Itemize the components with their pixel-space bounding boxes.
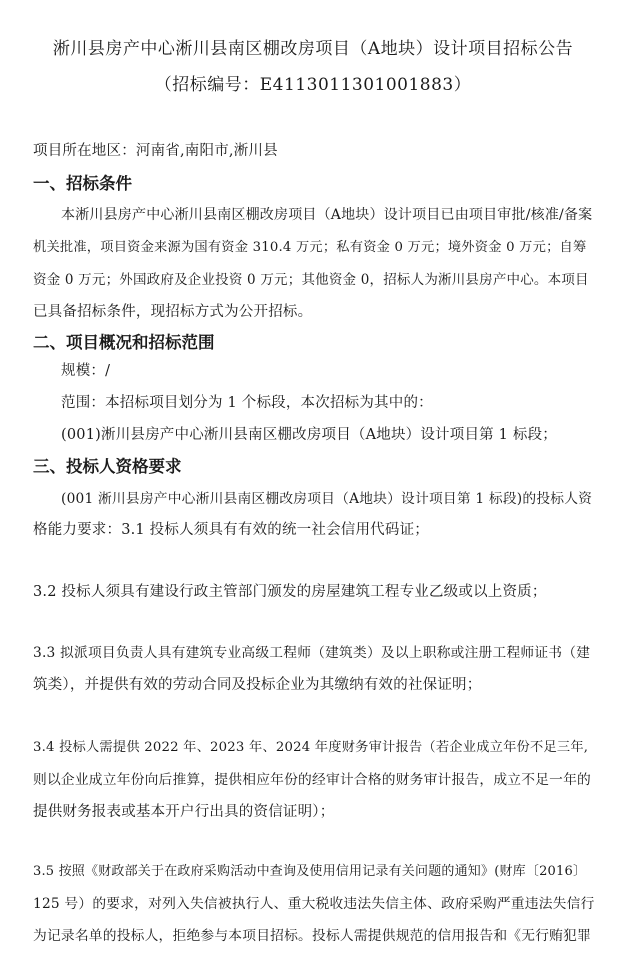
section1-line: 已具备招标条件，现招标方式为公开招标。 (33, 304, 313, 320)
document-title: 淅川县房产中心淅川县南区棚改房项目（A地块）设计项目招标公告 (52, 39, 574, 59)
requirement-3-3-line: 筑类），并提供有效的劳动合同及投标企业为其缴纳有效的社保证明； (33, 677, 482, 693)
section2-scope: 范围：本招标项目划分为 1 个标段，本次招标为其中的： (61, 395, 433, 411)
section1-heading: 一、招标条件 (33, 174, 132, 193)
requirement-3-4-line: 3.4 投标人需提供 2022 年、2023 年、2024 年度财务审计报告（若企业成立年份不足三年, (33, 740, 589, 755)
tender-number: （招标编号：E4113011301001883） (154, 75, 472, 95)
requirement-3-5-line: 为记录名单的投标人，拒绝参与本项目招标。投标人需提供规范的信用报告和《无行贿犯罪 (33, 928, 592, 944)
section1-line: 资金 0 万元；外国政府及企业投资 0 万元；其他资金 0，招标人为淅川县房产中心。本项目 (33, 272, 589, 288)
requirement-3-2: 3.2 投标人须具有建设行政主管部门颁发的房屋建筑工程专业乙级或以上资质； (33, 584, 547, 600)
project-region: 项目所在地区：河南省,南阳市,淅川县 (33, 143, 278, 159)
section2-heading: 二、项目概况和招标范围 (33, 333, 215, 352)
section3-intro-line: 格能力要求：3.1 投标人须具有有效的统一社会信用代码证； (33, 522, 429, 538)
requirement-3-4-line: 则以企业成立年份向后推算，提供相应年份的经审计合格的财务审计报告，成立不足一年的 (33, 772, 592, 788)
requirement-3-5-line: 3.5 按照《财政部关于在政府采购活动中查询及使用信用记录有关问题的通知》(财库〔2016〕 (33, 864, 587, 879)
section1-line: 本淅川县房产中心淅川县南区棚改房项目（A地块）设计项目已由项目审批/核准/备案 (61, 207, 593, 223)
requirement-3-3-line: 3.3 拟派项目负责人具有建筑专业高级工程师（建筑类）及以上职称或注册工程师证书（建 (33, 645, 591, 661)
section2-scale: 规模：/ (61, 363, 111, 379)
section2-lot: (001)淅川县房产中心淅川县南区棚改房项目（A地块）设计项目第 1 标段； (61, 427, 558, 443)
requirement-3-4-line: 提供财务报表或基本开户行出具的资信证明）； (33, 804, 335, 820)
section3-heading: 三、投标人资格要求 (33, 457, 182, 476)
section3-intro-line: (001 淅川县房产中心淅川县南区棚改房项目（A地块）设计项目第 1 标段)的投标人资 (61, 491, 593, 507)
section1-line: 机关批准，项目资金来源为国有资金 310.4 万元；私有资金 0 万元；境外资金 0 万元；自筹 (33, 240, 587, 255)
requirement-3-5-line: 125 号）的要求，对列入失信被执行人、重大税收违法失信主体、政府采购严重违法失信行 (33, 896, 595, 912)
